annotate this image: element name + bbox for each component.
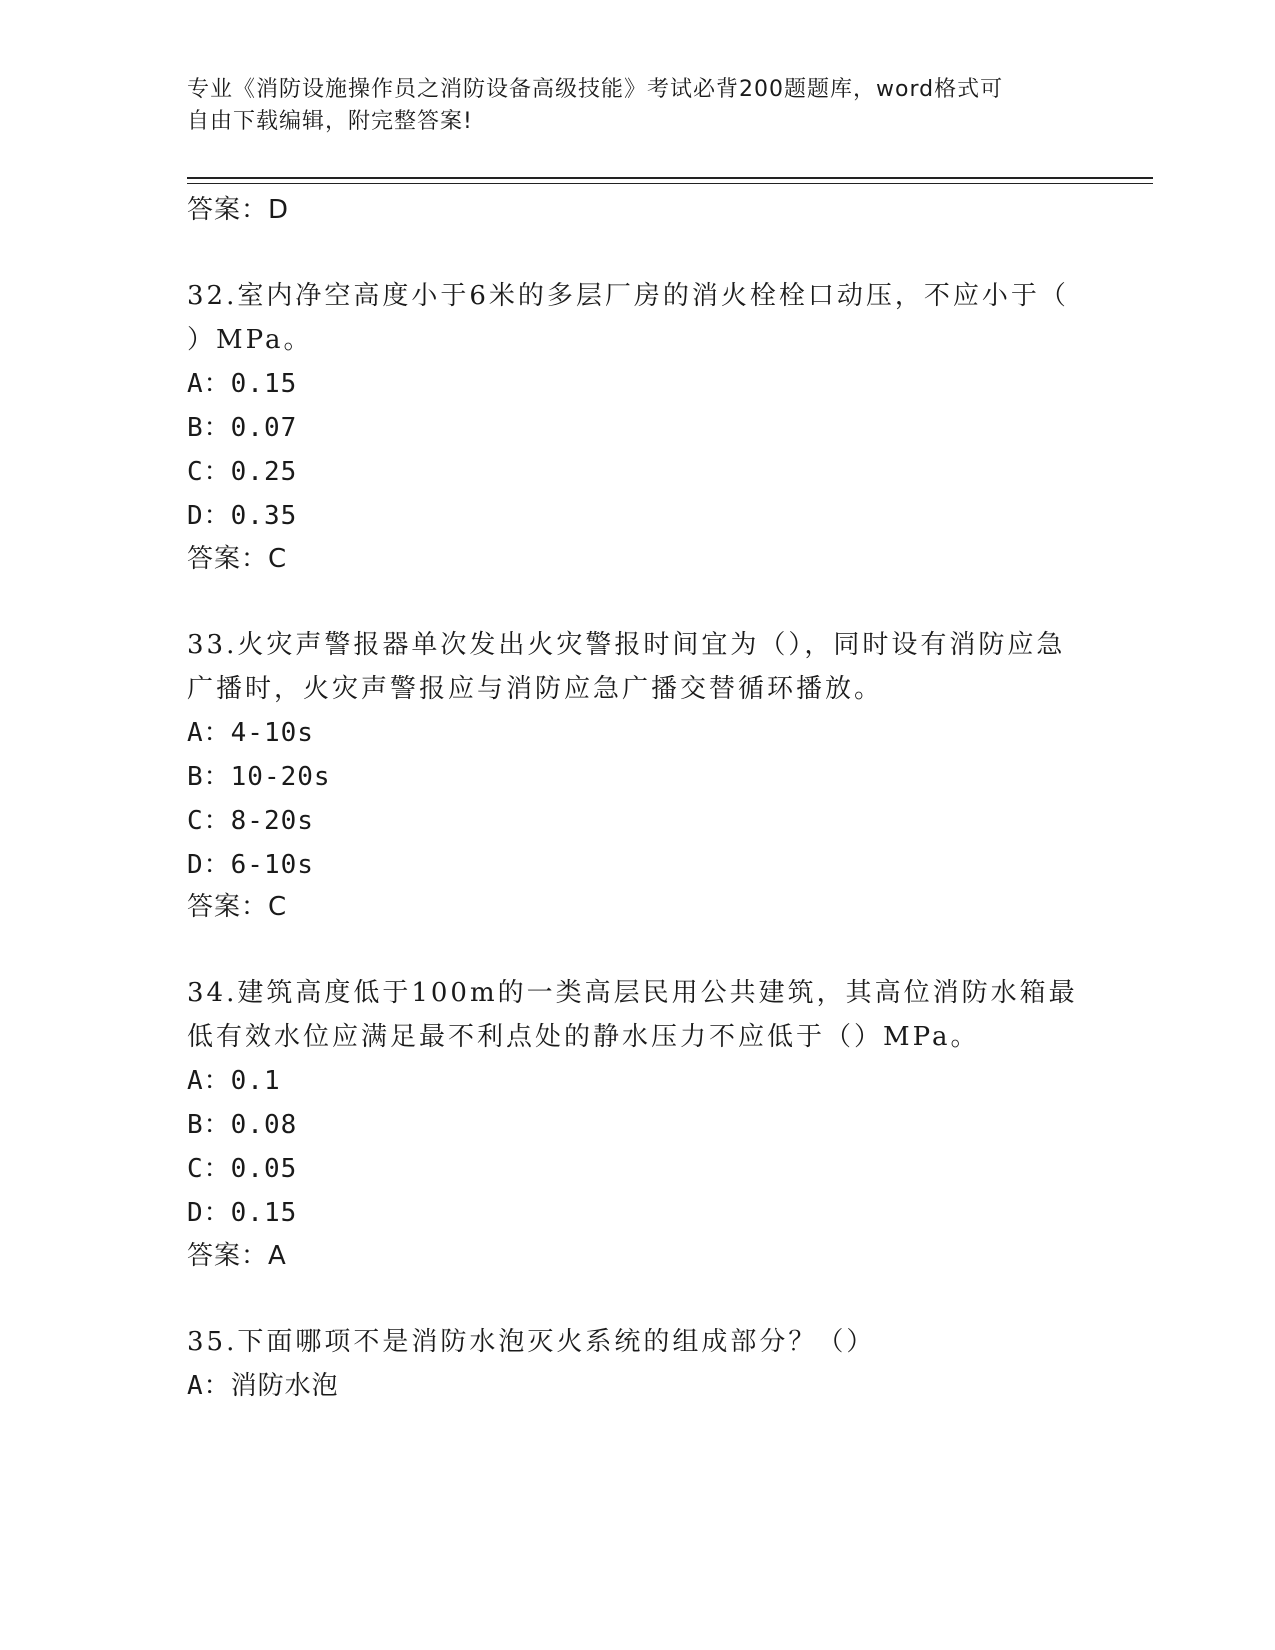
question-32-option-a: A：0.15 <box>187 369 298 399</box>
question-32-stem-line-2: ）MPa。 <box>187 325 313 355</box>
answer-34: 答案：A <box>187 1241 287 1271</box>
question-34-option-b: B：0.08 <box>187 1110 298 1140</box>
header-divider-thick <box>187 177 1153 179</box>
question-32-option-d: D：0.35 <box>187 501 298 531</box>
question-35-option-a: A：消防水泡 <box>187 1371 339 1401</box>
header-divider-thin <box>187 183 1153 184</box>
question-33-option-d: D：6-10s <box>187 850 314 880</box>
question-32-stem-line-1: 32.室内净空高度小于6米的多层厂房的消火栓栓口动压，不应小于（ <box>187 281 1069 311</box>
header-line-2: 自由下载编辑，附完整答案! <box>187 109 473 134</box>
question-34-option-d: D：0.15 <box>187 1198 298 1228</box>
question-34-stem-line-2: 低有效水位应满足最不利点处的静水压力不应低于（）MPa。 <box>187 1022 980 1052</box>
question-32-option-b: B：0.07 <box>187 413 298 443</box>
question-33-stem-line-1: 33.火灾声警报器单次发出火灾警报时间宜为（），同时设有消防应急 <box>187 630 1066 660</box>
question-34-stem-line-1: 34.建筑高度低于100m的一类高层民用公共建筑，其高位消防水箱最 <box>187 978 1078 1008</box>
answer-32: 答案：C <box>187 544 288 574</box>
header-line-1: 专业《消防设施操作员之消防设备高级技能》考试必背200题题库，word格式可 <box>187 77 1004 102</box>
question-33-option-b: B：10-20s <box>187 762 331 792</box>
question-34-option-c: C：0.05 <box>187 1154 298 1184</box>
question-32-option-c: C：0.25 <box>187 457 298 487</box>
answer-31: 答案：D <box>187 195 290 225</box>
question-33-option-c: C：8-20s <box>187 806 314 836</box>
question-34-option-a: A：0.1 <box>187 1066 281 1096</box>
question-35-stem-line-1: 35.下面哪项不是消防水泡灭火系统的组成部分？（） <box>187 1327 876 1357</box>
answer-33: 答案：C <box>187 892 288 922</box>
question-33-option-a: A：4-10s <box>187 718 314 748</box>
question-33-stem-line-2: 广播时，火灾声警报应与消防应急广播交替循环播放。 <box>187 674 884 704</box>
document-header <box>187 74 1087 138</box>
